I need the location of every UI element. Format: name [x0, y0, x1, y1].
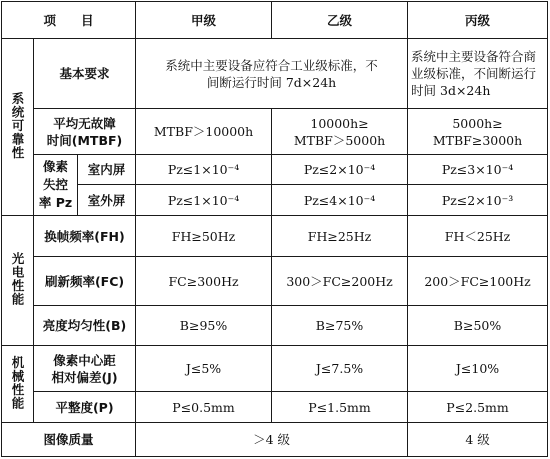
pixel-pitch-b: J≤7.5%	[272, 346, 408, 392]
header-grade-b: 乙级	[272, 2, 408, 39]
pixel-fail-label	[34, 155, 78, 216]
outdoor-label: 室外屏	[78, 185, 136, 216]
indoor-c: Pz≤3×10⁻⁴	[408, 155, 548, 185]
pixel-fail-label-l2: 失控	[42, 177, 68, 192]
mtbf-b-l2: MTBF＞5000h	[293, 132, 386, 148]
refresh-rate-c: 200＞FC≥100Hz	[408, 257, 548, 306]
row-pixel-pitch	[2, 346, 548, 392]
mtbf-c-l1: 5000h≥	[452, 115, 503, 131]
row-frame-rate	[2, 216, 548, 257]
mtbf-label-l1: 平均无故障	[53, 115, 116, 131]
frame-rate-label: 换帧频率(FH)	[34, 216, 136, 257]
mtbf-a: MTBF＞10000h	[136, 109, 272, 155]
spec-table	[1, 1, 548, 457]
indoor-label: 室内屏	[78, 155, 136, 185]
pixel-fail-label-l3: 率 Pz	[38, 195, 73, 210]
uniformity-label: 亮度均匀性(B)	[34, 306, 136, 346]
mtbf-label	[34, 109, 136, 155]
image-quality-label: 图像质量	[2, 423, 136, 457]
pixel-pitch-label-l1: 像素中心距	[53, 352, 116, 368]
outdoor-b: Pz≤4×10⁻⁴	[272, 185, 408, 216]
pixel-pitch-c: J≤10%	[408, 346, 548, 392]
flatness-a: P≤0.5mm	[136, 392, 272, 423]
frame-rate-a: FH≥50Hz	[136, 216, 272, 257]
row-uniformity	[2, 306, 548, 346]
row-refresh-rate	[2, 257, 548, 306]
flatness-c: P≤2.5mm	[408, 392, 548, 423]
flatness-label: 平整度(P)	[34, 392, 136, 423]
pixel-pitch-label-l2: 相对偏差(J)	[51, 369, 118, 385]
pixel-pitch-a: J≤5%	[136, 346, 272, 392]
mtbf-c	[408, 109, 548, 155]
indoor-a: Pz≤1×10⁻⁴	[136, 155, 272, 185]
row-basic	[2, 39, 548, 109]
indoor-b: Pz≤2×10⁻⁴	[272, 155, 408, 185]
group-optical	[2, 216, 34, 346]
header-grade-c: 丙级	[408, 2, 548, 39]
uniformity-c: B≥50%	[408, 306, 548, 346]
refresh-rate-a: FC≥300Hz	[136, 257, 272, 306]
header-item: 项 目	[2, 2, 136, 39]
image-quality-ab: ＞4 级	[136, 423, 408, 457]
mtbf-c-l2: MTBF≥3000h	[432, 132, 523, 148]
image-quality-c: 4 级	[408, 423, 548, 457]
mtbf-b-l1: 10000h≥	[310, 115, 369, 131]
row-pixel-outdoor	[2, 185, 548, 216]
outdoor-c: Pz≤2×10⁻³	[408, 185, 548, 216]
group-optical-label: 光电性能	[10, 252, 25, 306]
header-grade-a: 甲级	[136, 2, 272, 39]
row-mtbf	[2, 109, 548, 155]
basic-label: 基本要求	[34, 39, 136, 109]
row-flatness	[2, 392, 548, 423]
row-pixel-indoor	[2, 155, 548, 185]
row-image-quality	[2, 423, 548, 457]
group-reliability-label: 系统可靠性	[10, 91, 25, 160]
uniformity-a: B≥95%	[136, 306, 272, 346]
pixel-pitch-label	[34, 346, 136, 392]
outdoor-a: Pz≤1×10⁻⁴	[136, 185, 272, 216]
header-row	[2, 2, 548, 39]
mtbf-label-l2: 时间(MTBF)	[46, 132, 123, 148]
basic-c: 系统中主要设备符合商业级标准，不间断运行时间 3d×24h	[408, 39, 548, 109]
refresh-rate-b: 300＞FC≥200Hz	[272, 257, 408, 306]
group-mechanical	[2, 346, 34, 423]
basic-ab: 系统中主要设备应符合工业级标准，不间断运行时间 7d×24h	[136, 39, 408, 109]
mtbf-b	[272, 109, 408, 155]
pixel-fail-label-l1: 像素	[42, 159, 68, 174]
refresh-rate-label: 刷新频率(FC)	[34, 257, 136, 306]
group-reliability	[2, 39, 34, 216]
group-mechanical-label: 机械性能	[10, 355, 25, 410]
uniformity-b: B≥75%	[272, 306, 408, 346]
frame-rate-b: FH≥25Hz	[272, 216, 408, 257]
frame-rate-c: FH＜25Hz	[408, 216, 548, 257]
flatness-b: P≤1.5mm	[272, 392, 408, 423]
